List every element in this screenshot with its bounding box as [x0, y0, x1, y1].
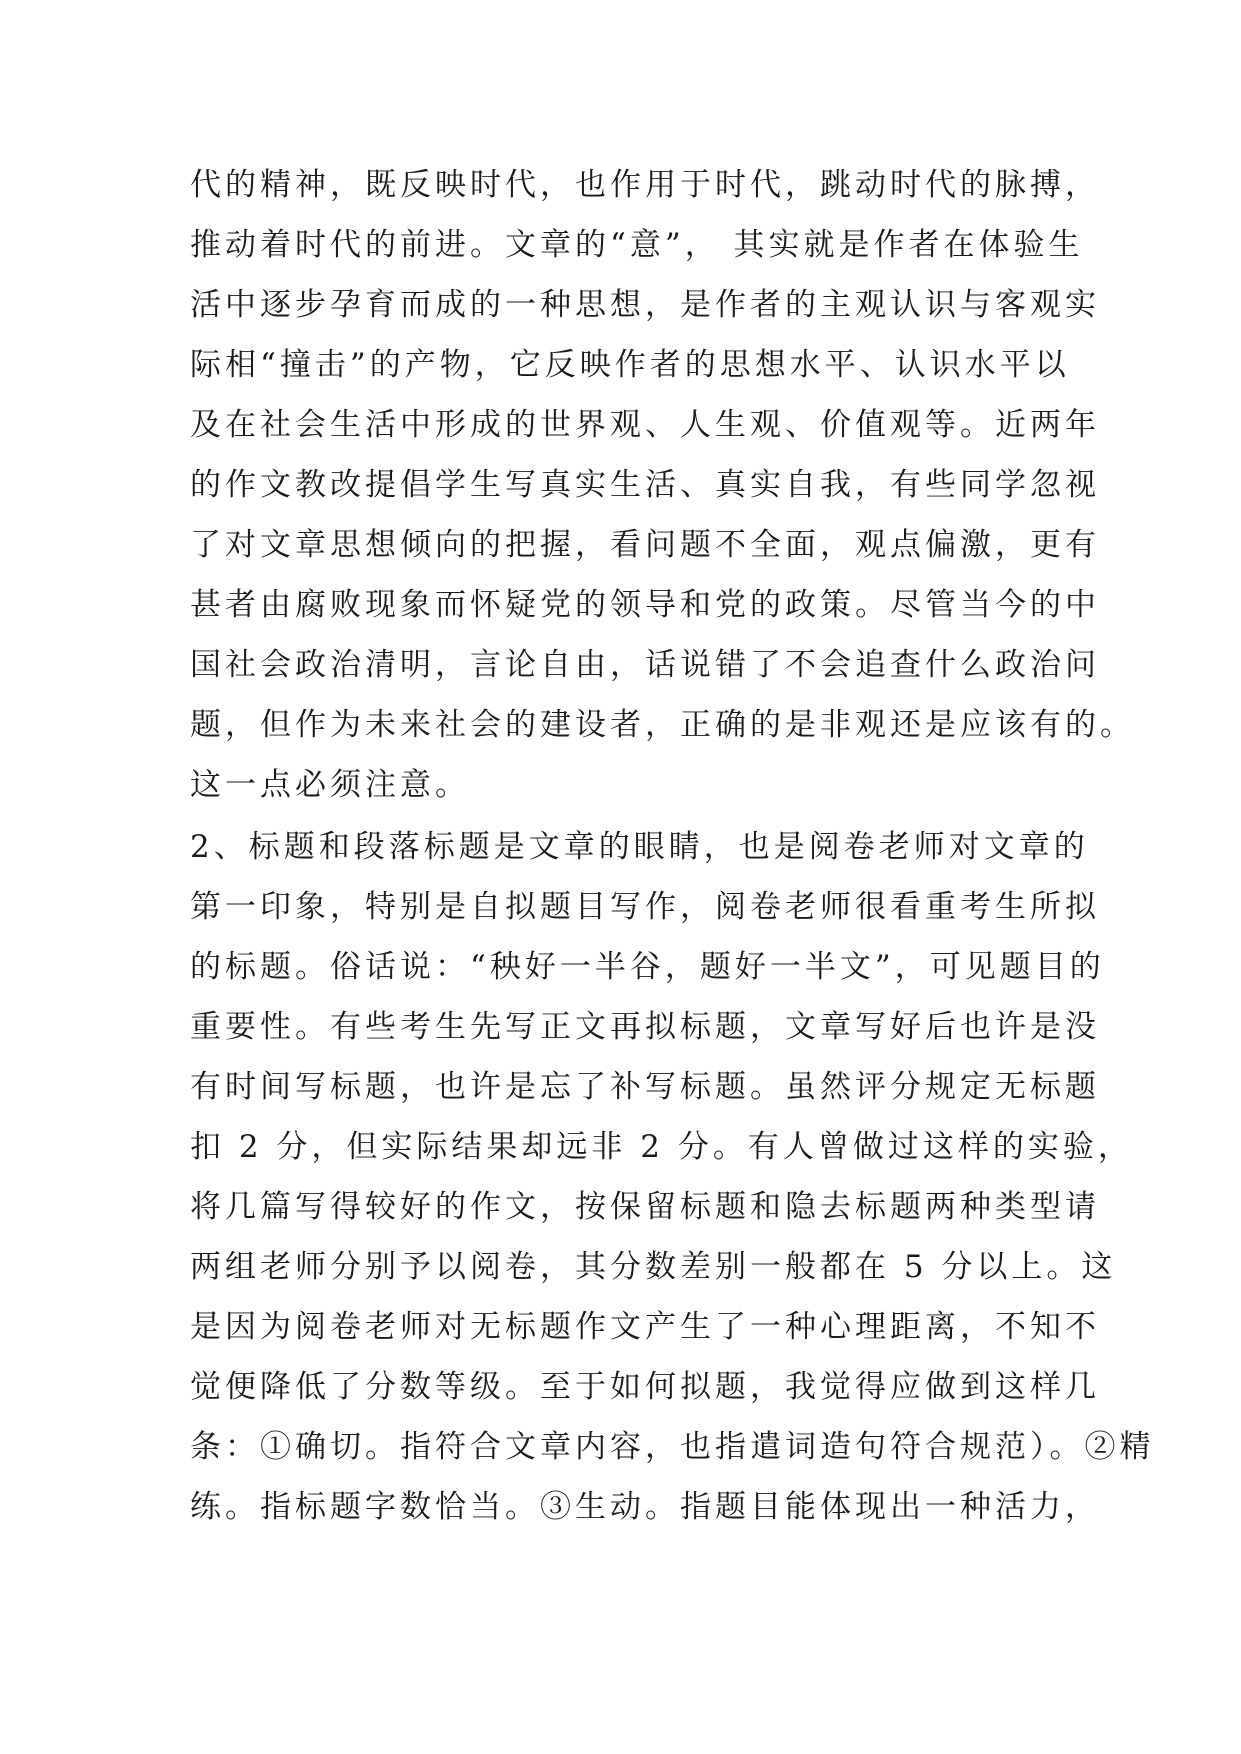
text-line: 觉便降低了分数等级。至于如何拟题，我觉得应做到这样几: [190, 1369, 1100, 1405]
text-line: 了对文章思想倾向的把握，看问题不全面，观点偏激，更有: [190, 527, 1100, 563]
text-line: 这一点必须注意。: [190, 767, 470, 803]
text-line: 甚者由腐败现象而怀疑党的领导和党的政策。尽管当今的中: [190, 587, 1100, 623]
text-line: 两组老师分别予以阅卷，其分数差别一般都在 5 分以上。这: [190, 1249, 1117, 1285]
text-line: 条：①确切。指符合文章内容，也指遣词造句符合规范）。②精: [190, 1429, 1155, 1465]
text-line: 练。指标题字数恰当。③生动。指题目能体现出一种活力，: [190, 1489, 1100, 1525]
text-line: 题，但作为未来社会的建设者，正确的是非观还是应该有的。: [190, 707, 1135, 743]
paragraph-2: [190, 817, 1155, 1537]
text-line: 是因为阅卷老师对无标题作文产生了一种心理距离，不知不: [190, 1309, 1100, 1345]
text-line: 的作文教改提倡学生写真实生活、真实自我，有些同学忽视: [190, 467, 1100, 503]
text-line: 扣 2 分，但实际结果却远非 2 分。有人曾做过这样的实验，: [190, 1129, 1133, 1165]
text-line: 2、标题和段落标题是文章的眼睛，也是阅卷老师对文章的: [190, 829, 1089, 865]
text-line: 活中逐步孕育而成的一种思想，是作者的主观认识与客观实: [190, 287, 1100, 323]
text-line: 推动着时代的前进。文章的“意”， 其实就是作者在体验生: [190, 227, 1084, 263]
text-line: 有时间写标题，也许是忘了补写标题。虽然评分规定无标题: [190, 1069, 1100, 1105]
paragraph-1: [190, 155, 1135, 815]
text-line: 代的精神，既反映时代，也作用于时代，跳动时代的脉搏，: [190, 167, 1100, 203]
text-line: 将几篇写得较好的作文，按保留标题和隐去标题两种类型请: [190, 1189, 1100, 1225]
text-line: 国社会政治清明，言论自由，话说错了不会追查什么政治问: [190, 647, 1100, 683]
text-line: 及在社会生活中形成的世界观、人生观、价值观等。近两年: [190, 407, 1100, 443]
text-line: 重要性。有些考生先写正文再拟标题，文章写好后也许是没: [190, 1009, 1100, 1045]
text-line: 际相“撞击”的产物，它反映作者的思想水平、认识水平以: [190, 347, 1070, 383]
text-line: 第一印象，特别是自拟题目写作，阅卷老师很看重考生所拟: [190, 889, 1100, 925]
text-line: 的标题。俗话说：“秧好一半谷，题好一半文”，可见题目的: [190, 949, 1105, 985]
